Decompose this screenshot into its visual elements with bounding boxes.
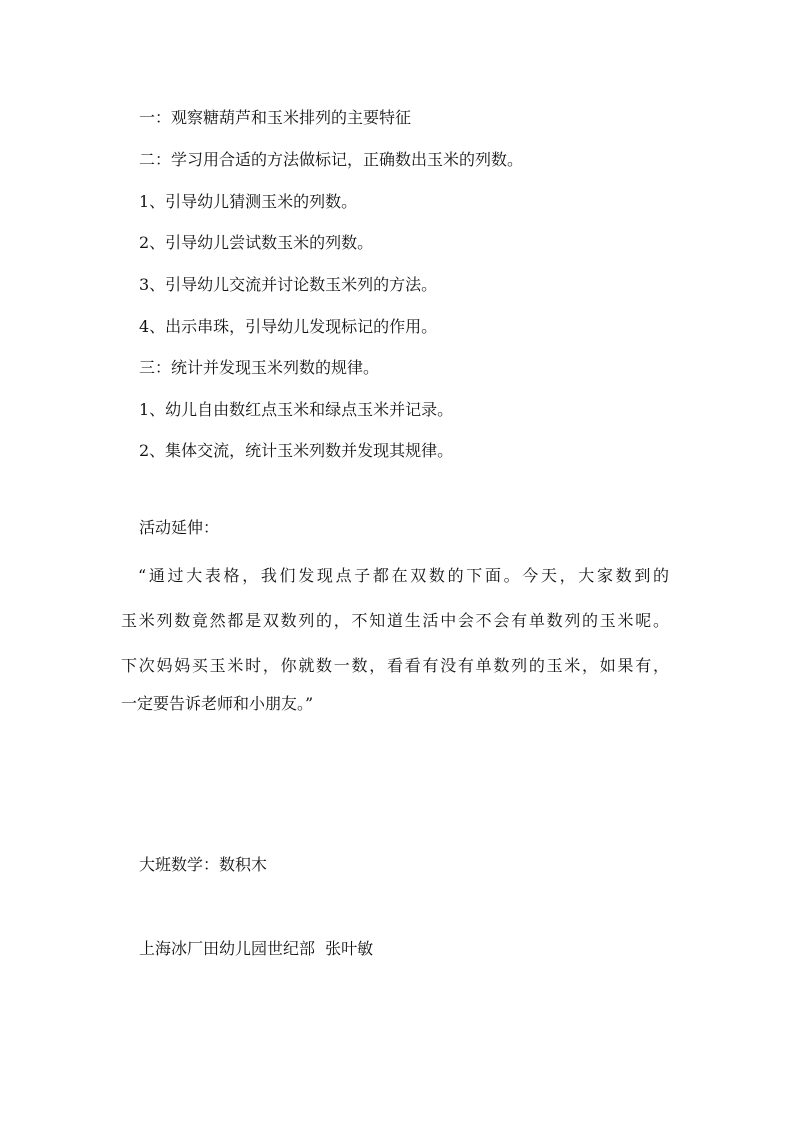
extension-paragraph-line-2: 玉米列数竟然都是双数列的，不知道生活中会不会有单数列的玉米呢。 bbox=[121, 611, 669, 630]
section-2-item-3: 3、引导幼儿交流并讨论数玉米列的方法。 bbox=[139, 275, 438, 294]
section-2-item-2: 2、引导幼儿尝试数玉米的列数。 bbox=[139, 233, 374, 252]
section-3-item-1: 1、幼儿自由数红点玉米和绿点玉米并记录。 bbox=[139, 400, 454, 419]
next-lesson-title: 大班数学：数积木 bbox=[139, 855, 268, 874]
extension-label: 活动延伸： bbox=[139, 518, 220, 537]
section-2-item-4: 4、出示串珠，引导幼儿发现标记的作用。 bbox=[139, 317, 438, 336]
section-2-item-1: 1、引导幼儿猜测玉米的列数。 bbox=[139, 192, 358, 211]
section-3-item-2: 2、集体交流，统计玉米列数并发现其规律。 bbox=[139, 441, 454, 460]
author-line: 上海冰厂田幼儿园世纪部 张叶敏 bbox=[139, 939, 374, 958]
extension-paragraph-line-1: “通过大表格，我们发现点子都在双数的下面。今天，大家数到的 bbox=[138, 566, 669, 585]
extension-paragraph-line-4: 一定要告诉老师和小朋友。” bbox=[121, 694, 314, 713]
section-1-heading: 一：观察糖葫芦和玉米排列的主要特征 bbox=[139, 108, 412, 127]
extension-paragraph-line-3: 下次妈妈买玉米时，你就数一数，看看有没有单数列的玉米，如果有， bbox=[121, 656, 669, 675]
section-2-heading: 二：学习用合适的方法做标记，正确数出玉米的列数。 bbox=[139, 150, 524, 169]
section-3-heading: 三：统计并发现玉米列数的规律。 bbox=[139, 358, 380, 377]
